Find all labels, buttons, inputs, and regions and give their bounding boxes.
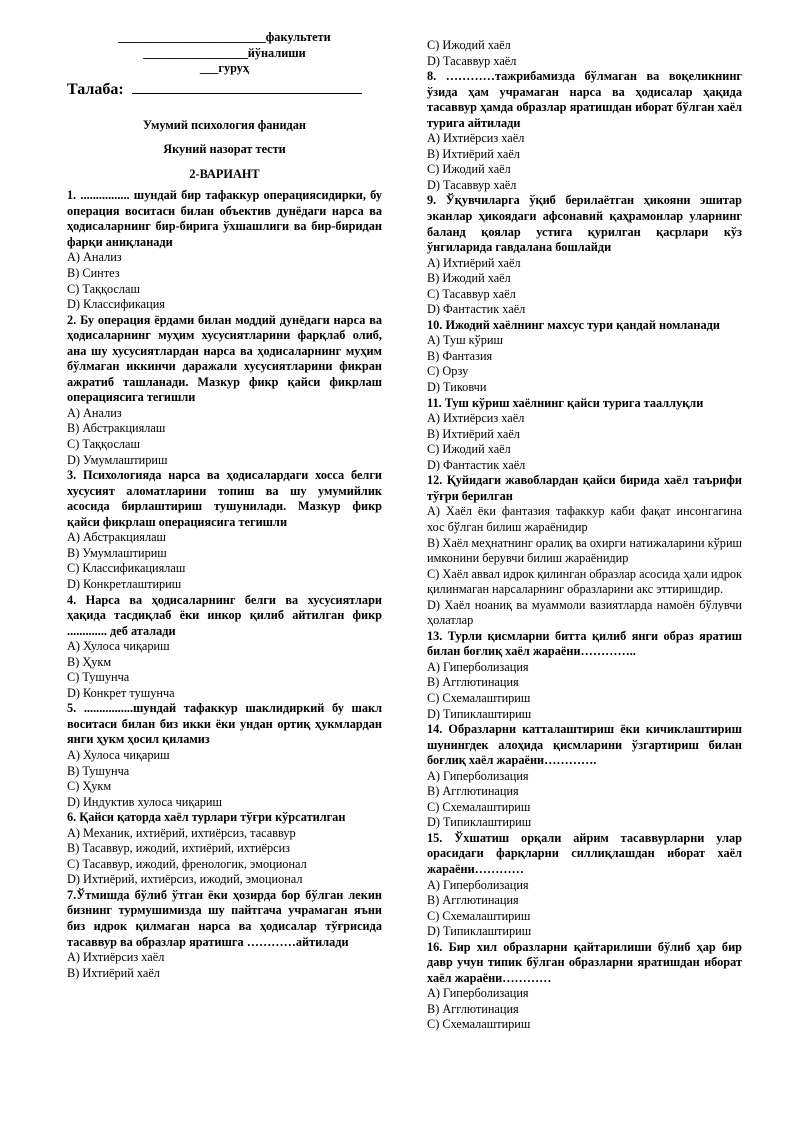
answer-option[interactable]: A) Гиперболизация [427,986,529,1001]
answer-option[interactable]: B) Фантазия [427,348,493,363]
answer-option[interactable]: B) Ихтиёрий хаёл [427,426,520,441]
answer-option[interactable]: D) Типиклаштириш [427,706,532,721]
student-line [67,79,382,100]
subject-title: Умумий психология фанидан [142,117,307,132]
question-block [427,193,742,317]
question-text: 14. Образларни катталаштириш ёки кичиклаштириш шунингдек алоҳида қисмларини ўзгартириш билан боғлиқ хаёл жараёни…………. [427,722,742,768]
question-block [427,629,742,722]
question-text: 1. ................ шундай бир тафаккур операциясидирки, бу операция воситаси билан объектив дунёдаги нарса ва ҳодисаларнинг бир-бирига ўхшашлиги ва бир-биридан фарқи аниқланади [67,188,382,249]
answer-option[interactable]: A) Анализ [67,250,122,265]
question-text: 10. Ижодий хаёлнинг махсус тури қандай номланади [427,317,720,332]
question-block [427,940,742,1033]
answer-option[interactable]: C) Ҳукм [67,779,112,794]
question-block [427,831,742,940]
answer-option[interactable]: C) Ижодий хаёл [427,442,511,457]
answer-option[interactable]: B) Синтез [67,266,120,281]
test-title: Якуний назорат тести [163,142,286,157]
answer-option[interactable]: D) Тасаввур хаёл [427,53,517,68]
answer-option[interactable]: D) Классификация [67,297,165,312]
question-text: 13. Турли қисмларни битта қилиб янги образ яратиш билан боғлиқ хаёл жараёни………….. [427,628,742,659]
answer-option[interactable]: D) Хаёл ноаниқ ва муаммоли вазиятларда намоён бўлувчи ҳолатлар [427,597,742,628]
answer-option[interactable]: C) Схемалаштириш [427,908,531,923]
question-text: 8. …………тажрибамизда бўлмаган ва воқеликнинг ўзида ҳам учрамаган нарса ва ҳодисалар ҳақида тасаввур ҳамда образлар яратишдан иборат бўлган хаёл турига айтилади [427,69,742,130]
answer-option[interactable]: B) Хаёл меҳнатнинг оралиқ ва охирги натижаларини кўриш имконини берувчи билиш жараёнидир [427,535,742,566]
answer-option[interactable]: D) Тасаввур хаёл [427,177,517,192]
answer-option[interactable]: B) Тушунча [67,763,130,778]
answer-option[interactable]: C) Тасаввур, ижодий, френологик, эмоционал [67,856,307,871]
question-text: 5. ................шундай тафаккур шаклидиркий бу шакл воситаси билан биз икки ёки ундан ортиқ ҳукмлардан янги ҳукм ҳосил қиламиз [67,701,382,747]
question-text: 6. Қайси қаторда хаёл турлари тўғри кўрсатилган [67,810,346,825]
answer-option[interactable]: B) Ихтиёрий хаёл [67,965,160,980]
question-text: 2. Бу операция ёрдами билан моддий дунёдаги нарса ва ҳодисаларнинг муҳим хусусиятларини фарқлаб олиб, ана шу хусусиятлардан нарса ва ҳодисаларнинг муҳим бўлмаган иккинчи даражали хусусиятларини фикран ажратиб ташланади. Мазкур фикр қайси фикрлаш операциясига тегишли [67,312,382,405]
question-block [67,468,382,592]
question-block [67,888,382,981]
student-name-blank [132,79,362,94]
answer-option[interactable]: A) Гиперболизация [427,768,529,783]
answer-option[interactable]: D) Конкрет тушунча [67,685,175,700]
answer-option[interactable]: B) Агглютинация [427,893,519,908]
answer-option[interactable]: A) Гиперболизация [427,877,529,892]
question-text: 7.Ўтмишда бўлиб ўтган ёки ҳозирда бор бўлган лекин бизнинг турмушимизда шу пайтгача учрамаган яъни биз идрок қилмаган нарса ва ҳодисалар тўғрисида тасаввур ва образлар яратишга …………айтилади [67,887,382,949]
question-text: 9. Ўқувчиларга ўқиб берилаётган ҳикояни эшитар эканлар ҳикоядаги афсонавий қаҳрамонлар уларнинг баланд қоялар устига қурилган қасрлари кўз ўнгиларида гавдалана бошлайди [427,193,742,255]
answer-option[interactable]: D) Умумлаштириш [67,452,168,467]
answer-option[interactable]: C) Хаёл аввал идрок қилинган образлар асосида ҳали идрок қилинмаган нарсаларнинг образларини акс эттиришдир. [427,566,742,597]
answer-option[interactable]: B) Ижодий хаёл [427,271,511,286]
answer-option[interactable]: C) Ижодий хаёл [427,38,511,52]
faculty-line: ________________________факультети [118,30,331,44]
answer-option[interactable]: D) Типиклаштириш [427,815,532,830]
answer-option[interactable]: C) Тушунча [67,670,130,685]
answer-option[interactable]: D) Фантастик хаёл [427,302,526,317]
answer-option[interactable]: B) Тасаввур, ижодий, ихтиёрий, ихтиёрсиз [67,841,291,856]
answer-option[interactable]: B) Агглютинация [427,675,519,690]
question-block [67,810,382,888]
variant-title: 2-ВАРИАНТ [189,166,260,181]
question-block [67,701,382,810]
answer-option[interactable]: D) Тиковчи [427,380,487,395]
answer-option[interactable]: A) Ихтиёрсиз хаёл [67,950,165,965]
answer-option[interactable]: A) Абстракциялаш [67,530,167,545]
group-line: ___гуруҳ [199,61,250,76]
answer-option[interactable]: B) Ихтиёрий хаёл [427,146,520,161]
question-block [427,69,742,193]
question-block [67,188,382,312]
answer-option[interactable]: D) Ихтиёрий, ихтиёрсиз, ижодий, эмоционал [67,872,303,887]
question-text: 15. Ўхшатиш орқали айрим тасаввурларни улар орасидаги фарқларни силлиқлашдан иборат хаёл жараёни………… [427,830,742,876]
answer-option[interactable]: A) Ихтиёрсиз хаёл [427,131,525,146]
answer-option[interactable]: A) Ихтиёрий хаёл [427,255,521,270]
answer-option[interactable]: C) Схемалаштириш [427,799,531,814]
answer-option[interactable]: A) Хулоса чиқариш [67,747,170,762]
answer-option[interactable]: A) Ихтиёрсиз хаёл [427,411,525,426]
question-text: 3. Психологияда нарса ва ҳодисалардаги хосса белги хусусият аломатларини топиш ва шу умумийлик асосида бирлаштириш тушунилади. Мазкур фикр қайси фикрлаш операциясига тегишли [67,468,382,529]
answer-option[interactable]: A) Механик, ихтиёрий, ихтиёрсиз, тасаввур [67,825,296,840]
question-block [427,473,742,628]
answer-option[interactable]: A) Хулоса чиқариш [67,639,170,654]
right-column [427,38,742,1033]
answer-option[interactable]: A) Хаёл ёки фантазия тафаккур каби фақат инсонгагина хос бўлган билиш жараёнидир [427,504,742,534]
answer-option[interactable]: C) Классификациялаш [67,561,186,576]
answer-option[interactable]: C) Ижодий хаёл [427,162,511,177]
left-column [67,30,382,981]
answer-option[interactable]: B) Агглютинация [427,784,519,799]
answer-option[interactable]: A) Анализ [67,405,122,420]
question-block [427,722,742,831]
question-block [427,396,742,474]
question-text: 16. Бир хил образларни қайтарилиши бўлиб ҳар бир давр учун типик бўлган образларни яратишдан иборат хаёл жараёни………… [427,939,742,985]
answer-option[interactable]: C) Схемалаштириш [427,690,531,705]
answer-option[interactable]: C) Таққослаш [67,437,140,452]
answer-option[interactable]: C) Схемалаштириш [427,1017,531,1032]
answer-option[interactable]: A) Туш кўриш [427,333,503,348]
answer-option[interactable]: C) Тасаввур хаёл [427,286,516,301]
question-block [67,313,382,468]
answer-option[interactable]: B) Ҳукм [67,654,112,669]
direction-line: _________________йўналиши [143,45,306,60]
left-question-list [67,188,382,981]
answer-option[interactable]: B) Умумлаштириш [67,545,167,560]
question-text: 12. Қуйидаги жавоблардан қайси бирида хаёл таърифи тўғри берилган [427,473,742,503]
question-text: 4. Нарса ва ҳодисаларнинг белги ва хусусиятлари ҳақида тасдиқлаб ёки инкор қилиб айтилган фикр ............. деб аталади [67,592,382,638]
answer-option[interactable]: D) Индуктив хулоса чиқариш [67,794,222,809]
question-block [427,38,742,69]
question-block [67,593,382,702]
answer-option[interactable]: B) Абстракциялаш [67,421,166,436]
question-text: 11. Туш кўриш хаёлнинг қайси турига тааллуқли [427,395,704,410]
answer-option[interactable]: A) Гиперболизация [427,659,529,674]
student-label: Талаба: [67,80,124,98]
answer-option[interactable]: D) Фантастик хаёл [427,457,526,472]
question-block [427,318,742,396]
answer-option[interactable]: B) Агглютинация [427,1001,519,1016]
right-question-list [427,38,742,1033]
answer-option[interactable]: D) Конкретлаштириш [67,576,182,591]
answer-option[interactable]: D) Типиклаштириш [427,924,532,939]
answer-option[interactable]: C) Таққослаш [67,281,140,296]
answer-option[interactable]: C) Орзу [427,364,469,379]
